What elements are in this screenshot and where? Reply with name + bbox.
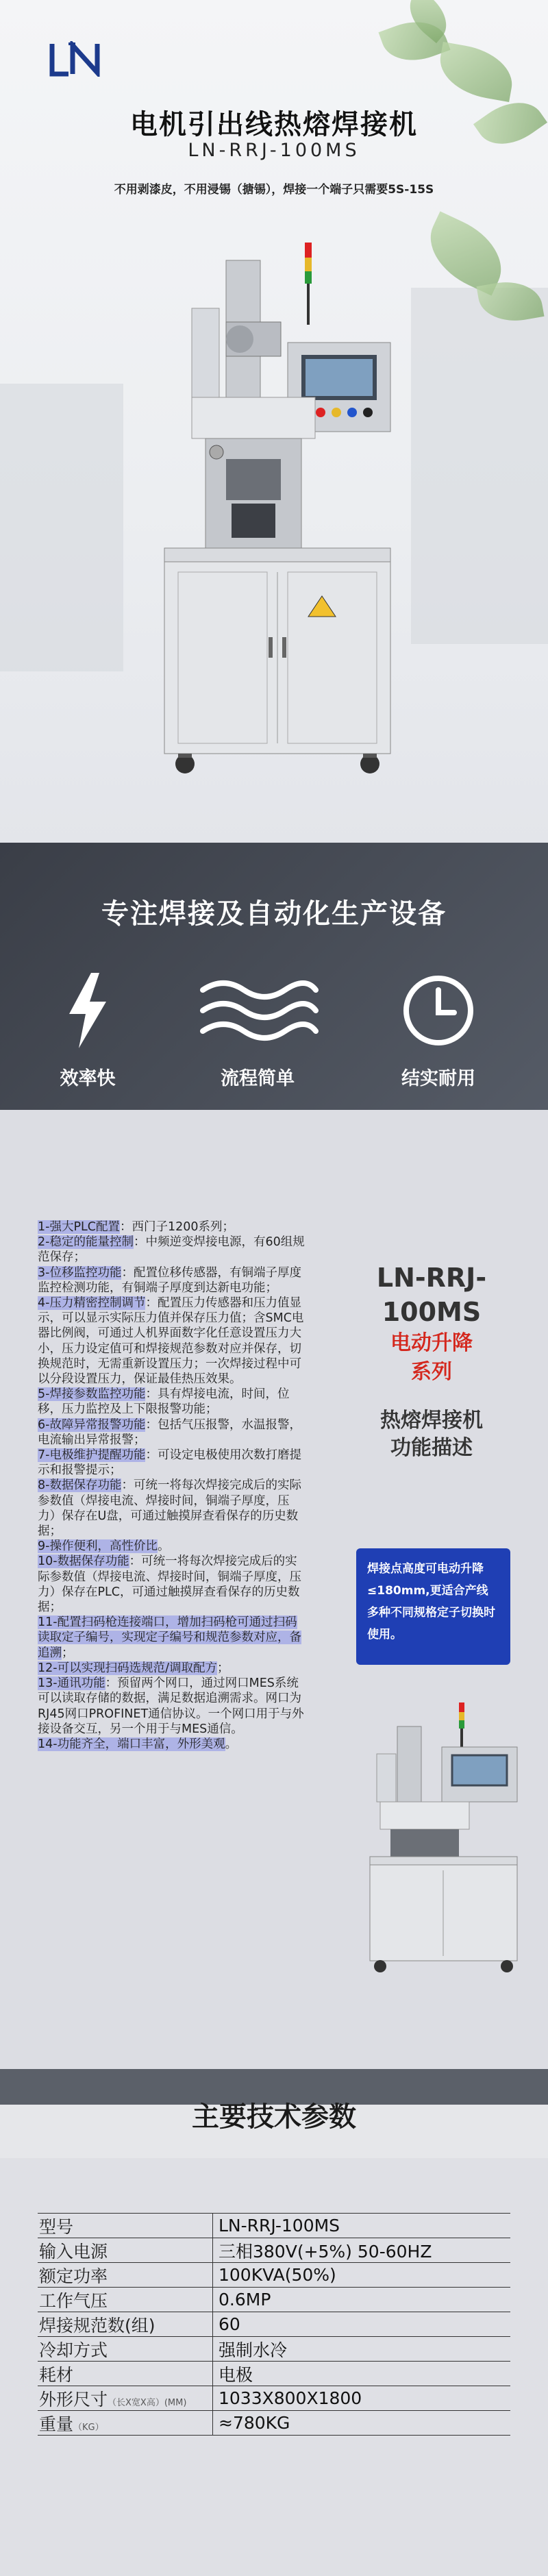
spec-value: 电极 bbox=[212, 2362, 510, 2386]
spec-key bbox=[38, 2288, 212, 2312]
function-item-heading: 7-电极维护提醒功能 bbox=[38, 1448, 146, 1463]
spec-key-note: （KG） bbox=[73, 2422, 104, 2433]
function-item-body: ：包括气压报警，水温报警，电流输出异常报警； bbox=[38, 1417, 301, 1447]
spec-key bbox=[38, 2337, 212, 2362]
spec-value: 100KVA(50%) bbox=[212, 2263, 510, 2287]
series-desc-line2: 功能描述 bbox=[390, 1436, 473, 1460]
spec-value: 60 bbox=[212, 2312, 510, 2336]
background-rack bbox=[411, 288, 548, 644]
series-model-line1: LN-RRJ- bbox=[376, 1263, 487, 1293]
spec-value: 1033X800X1800 bbox=[212, 2386, 510, 2410]
feature-label: 结实耐用 bbox=[401, 1068, 475, 1089]
function-item bbox=[38, 1417, 305, 1448]
function-item bbox=[38, 1387, 305, 1417]
feature-durable bbox=[370, 973, 507, 1090]
product-title: 电机引出线热熔焊接机 bbox=[130, 109, 418, 140]
function-item bbox=[38, 1265, 305, 1296]
functions-section bbox=[0, 1110, 548, 2069]
function-item-heading: 2-稳定的能量控制 bbox=[38, 1235, 134, 1250]
function-item-heading: 12-可以实现扫码选规范/调取配方 bbox=[38, 1661, 217, 1675]
spec-row bbox=[38, 2287, 510, 2312]
spec-key-text: 型号 bbox=[39, 2216, 74, 2237]
product-subtitle: 不用剥漆皮，不用浸锡（搪锡），焊接一个端子只需要5S-15S bbox=[114, 183, 434, 197]
function-item-heading: 11-配置扫码枪连接端口，增加扫码枪可通过扫码读取定子编号，实现定子编号和规范参数对应，备追溯 bbox=[38, 1615, 301, 1660]
background-rack bbox=[0, 384, 123, 671]
function-item-heading: 4-压力精密控制调节 bbox=[38, 1296, 146, 1311]
feature-efficiency bbox=[19, 973, 156, 1090]
function-item-heading: 1-强大PLC配置 bbox=[38, 1220, 120, 1234]
lightning-icon bbox=[64, 973, 112, 1048]
series-model-line2: 100MS bbox=[382, 1297, 482, 1327]
function-item bbox=[38, 1661, 305, 1676]
spec-key bbox=[38, 2263, 212, 2288]
features-title: 专注焊接及自动化生产设备 bbox=[101, 898, 447, 930]
function-item bbox=[38, 1448, 305, 1478]
spec-key-text: 焊接规范数(组) bbox=[39, 2315, 155, 2336]
spec-key bbox=[38, 2386, 212, 2411]
brand-logo bbox=[48, 41, 110, 77]
function-item-body: ：配置位移传感器，有铜端子厚度监控检测功能，有铜端子厚度到达新电功能； bbox=[38, 1265, 301, 1295]
function-item-heading: 6-故障异常报警功能 bbox=[38, 1417, 146, 1432]
spec-key bbox=[38, 2411, 212, 2436]
spec-key-text: 工作气压 bbox=[39, 2290, 108, 2311]
hero-section bbox=[0, 0, 548, 843]
spec-value: ≈780KG bbox=[212, 2411, 510, 2435]
machine-thumbnail bbox=[356, 1699, 527, 1973]
series-label: 系列 bbox=[411, 1360, 452, 1384]
series-type: 电动升降 bbox=[390, 1331, 473, 1355]
function-item-body: ：中频逆变焊接电源，有60组规范保存； bbox=[38, 1235, 305, 1265]
series-desc-line1: 热熔焊接机 bbox=[380, 1409, 483, 1433]
spec-key bbox=[38, 2312, 212, 2337]
leaf-decoration bbox=[435, 42, 517, 102]
function-item bbox=[38, 1219, 305, 1235]
function-item-body: ：可统一将每次焊接完成后的实际参数值（焊接电流、焊接时间，铜端子厚度，压力）保存在U盘，可通过触摸屏查看保存的历史数据； bbox=[38, 1478, 301, 1539]
function-item-body: ：西门子1200系列； bbox=[119, 1220, 235, 1234]
machine-illustration bbox=[151, 233, 397, 781]
spec-table-bottom-border bbox=[38, 2435, 510, 2436]
spec-key bbox=[38, 2214, 212, 2238]
function-item bbox=[38, 1539, 305, 1554]
lift-height-note: 焊接点高度可电动升降≤180mm,更适合产线多种不同规格定子切换时使用。 bbox=[356, 1548, 510, 1665]
spec-key-text: 耗材 bbox=[39, 2364, 74, 2385]
function-item-body: ； bbox=[216, 1661, 229, 1675]
spec-row bbox=[38, 2312, 510, 2336]
function-item-heading: 5-焊接参数监控功能 bbox=[38, 1387, 146, 1402]
function-item-heading: 10-数据保存功能 bbox=[38, 1555, 129, 1569]
spec-row bbox=[38, 2213, 510, 2238]
spec-key-text: 重量 bbox=[39, 2414, 74, 2434]
function-item-heading: 8-数据保存功能 bbox=[38, 1478, 122, 1493]
feature-simple-process bbox=[189, 973, 326, 1090]
function-item-heading: 14-功能齐全，端口丰富，外形美观 bbox=[38, 1737, 225, 1751]
specs-title: 主要技术参数 bbox=[192, 2101, 356, 2133]
spec-key-text: 额定功率 bbox=[39, 2266, 108, 2286]
feature-label: 流程简单 bbox=[221, 1068, 295, 1089]
spec-row bbox=[38, 2262, 510, 2287]
spec-row bbox=[38, 2336, 510, 2361]
function-item bbox=[38, 1676, 305, 1737]
feature-label: 效率快 bbox=[60, 1068, 116, 1089]
function-item-body: ； bbox=[62, 1646, 74, 1660]
function-item-heading: 13-通讯功能 bbox=[38, 1676, 105, 1691]
function-item-body: 。 bbox=[225, 1737, 238, 1751]
product-model: LN-RRJ-100MS bbox=[188, 140, 360, 161]
function-item-body: ：可设定电极使用次数打磨提示和报警提示； bbox=[38, 1448, 301, 1478]
function-item bbox=[38, 1296, 305, 1387]
function-item-body: ：具有焊接电流，时间，位移，压力监控及上下限报警功能； bbox=[38, 1387, 290, 1417]
spec-key-text: 输入电源 bbox=[39, 2241, 108, 2262]
series-title bbox=[342, 1261, 521, 1462]
spec-key bbox=[38, 2238, 212, 2263]
function-item bbox=[38, 1737, 305, 1752]
spec-row bbox=[38, 2386, 510, 2410]
spec-row bbox=[38, 2410, 510, 2435]
spec-value: LN-RRJ-100MS bbox=[212, 2214, 510, 2238]
function-item-body: ：预留两个网口，通过网口MES系统可以读取存储的数据，满足数据追溯需求。网口为RJ45网口PROFINET通信协议。一个网口用于与外接设备交互，另一个用于与MES通信。 bbox=[38, 1676, 304, 1736]
waves-icon bbox=[196, 973, 319, 1048]
spec-key-text: 外形尺寸 bbox=[39, 2389, 108, 2410]
spec-key-note: （长X宽X高）(MM) bbox=[108, 2397, 187, 2408]
features-section bbox=[0, 843, 548, 1110]
spec-value: 强制水冷 bbox=[212, 2337, 510, 2361]
function-item bbox=[38, 1615, 305, 1661]
clock-icon bbox=[401, 973, 476, 1048]
function-item bbox=[38, 1478, 305, 1539]
function-item-body: 。 bbox=[157, 1539, 170, 1554]
spec-row bbox=[38, 2238, 510, 2262]
spec-row bbox=[38, 2361, 510, 2386]
function-item-heading: 9-操作便利，高性价比 bbox=[38, 1539, 158, 1554]
spec-value: 三相380V(+5%) 50-60HZ bbox=[212, 2238, 510, 2262]
function-list bbox=[38, 1219, 305, 1752]
function-item bbox=[38, 1235, 305, 1265]
function-item-heading: 3-位移监控功能 bbox=[38, 1265, 122, 1280]
spec-value: 0.6MP bbox=[212, 2288, 510, 2312]
function-item-body: ：可统一将每次焊接完成后的实际参数值（焊接电流、焊接时间，铜端子厚度，压力）保存在PLC，可通过触摸屏查看保存的历史数据； bbox=[38, 1555, 301, 1615]
spec-key bbox=[38, 2362, 212, 2386]
function-item-body: ：配置压力传感器和压力值显示，可以显示实际压力值并保存压力值；含SMC电器比例阀，可通过人机界面数字化任意设置压力大小，压力设定值可和焊接规范参数对应并保存，切换规范时，无需重新设置压力；一次焊接过程中可以分段设置压力，保证最佳热压效果。 bbox=[38, 1296, 304, 1387]
function-item bbox=[38, 1554, 305, 1615]
spec-key-text: 冷却方式 bbox=[39, 2340, 108, 2360]
